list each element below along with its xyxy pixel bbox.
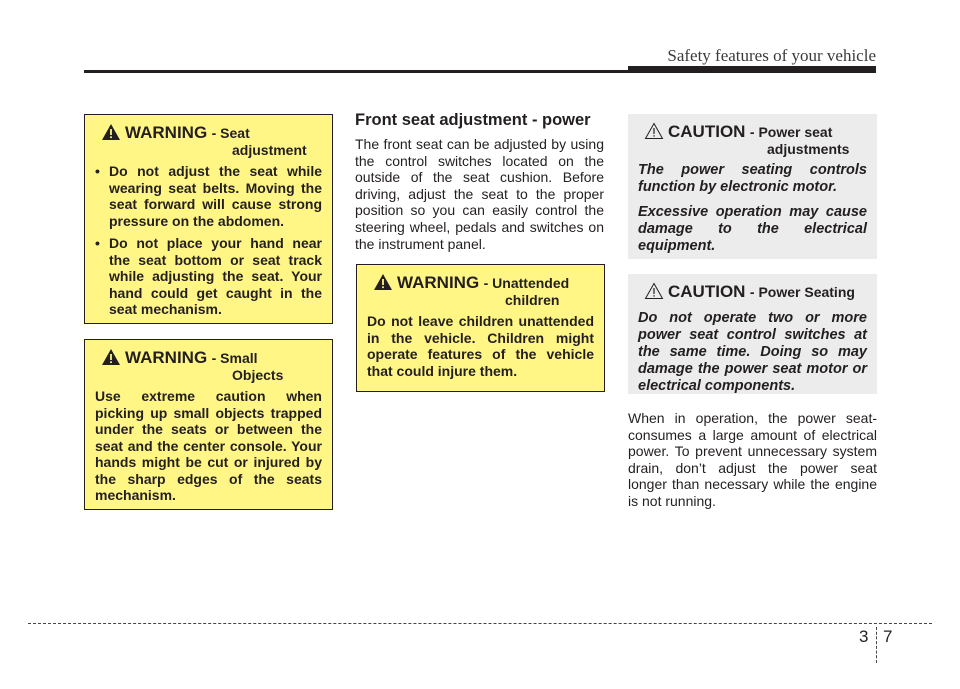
warning-label: WARNING (125, 123, 208, 142)
warning-subtitle-cont: children (505, 292, 560, 308)
warning-subtitle-cont: adjustment (232, 142, 307, 158)
warning-label: WARNING (397, 273, 480, 292)
warning-seat-adjustment-box (84, 114, 333, 324)
caution-label: CAUTION (668, 122, 746, 141)
section-title: Front seat adjustment - power (355, 111, 591, 129)
caution-seating-title (638, 282, 867, 310)
page-header-title: Safety features of your vehicle (667, 46, 876, 65)
section-body-text: The front seat can be adjusted by using the control switches located on the outside of the seat cushion. Before driving, adjust the seat to the proper position so you can easily control the steering wheel, pedals and switches on the instrument panel. (355, 136, 604, 252)
warning-subtitle: - Small (211, 350, 258, 366)
warning-seat-title (95, 123, 322, 163)
operation-body-text: When in operation, the power seat-consumes a large amount of electrical power. To prevent unnecessary system drain, don’t adjust the power seat longer than necessary while the engine is not running. (628, 410, 877, 509)
warning-subtitle: - Seat (211, 125, 250, 141)
warning-unattended-children-box (356, 264, 605, 392)
chapter-number: 3 (859, 627, 869, 646)
warning-triangle-icon (101, 348, 121, 366)
warning-children-text: Do not leave children unattended in the vehicle. Children might operate features of the vehicle that could injure them. (367, 313, 594, 379)
caution-adjust-title (638, 122, 867, 162)
warning-small-text: Use extreme caution when picking up small objects trapped under the seats or between the seat and the center console. Your hands might be cut or injured by the sharp edges of the seats mechanism. (95, 388, 322, 503)
warning-small-objects-box (84, 339, 333, 510)
caution-subtitle: - Power seat (749, 124, 833, 140)
header-tab-bar (628, 66, 876, 73)
footer-dashed-rule (28, 623, 932, 624)
caution-triangle-icon (644, 282, 664, 300)
caution-subtitle-cont: adjustments (767, 141, 850, 157)
caution-adjust-paragraph: Excessive operation may cause damage to the electrical equipment. (638, 204, 867, 254)
caution-subtitle: - Power Seating (749, 284, 855, 300)
caution-power-seat-adjustments-box (628, 114, 877, 259)
list-item: • Do not adjust the seat while wearing seat belts. Moving the seat forward will cause strong pressure on the abdomen. (95, 163, 322, 229)
warning-children-title (367, 273, 594, 313)
caution-adjust-paragraph: The power seating controls function by electronic motor. (638, 162, 867, 195)
caution-triangle-icon (644, 122, 664, 140)
caution-label: CAUTION (668, 282, 746, 301)
warning-triangle-icon (101, 123, 121, 141)
warning-triangle-icon (373, 273, 393, 291)
warning-subtitle-cont: Objects (232, 367, 284, 383)
page-number-divider (876, 627, 877, 663)
warning-subtitle: - Unattended (483, 275, 570, 291)
page-number: 7 (883, 627, 893, 646)
list-item: • Do not place your hand near the seat bottom or seat track while adjusting the seat. Your hand could get caught in the seat mechanism. (95, 235, 322, 318)
warning-seat-bullets (95, 163, 322, 318)
caution-power-seating-box (628, 274, 877, 394)
warning-label: WARNING (125, 348, 208, 367)
warning-small-title (95, 348, 322, 388)
caution-seating-text: Do not operate two or more power seat control switches at the same time. Doing so may damage the power seat motor or electrical components. (638, 310, 867, 394)
